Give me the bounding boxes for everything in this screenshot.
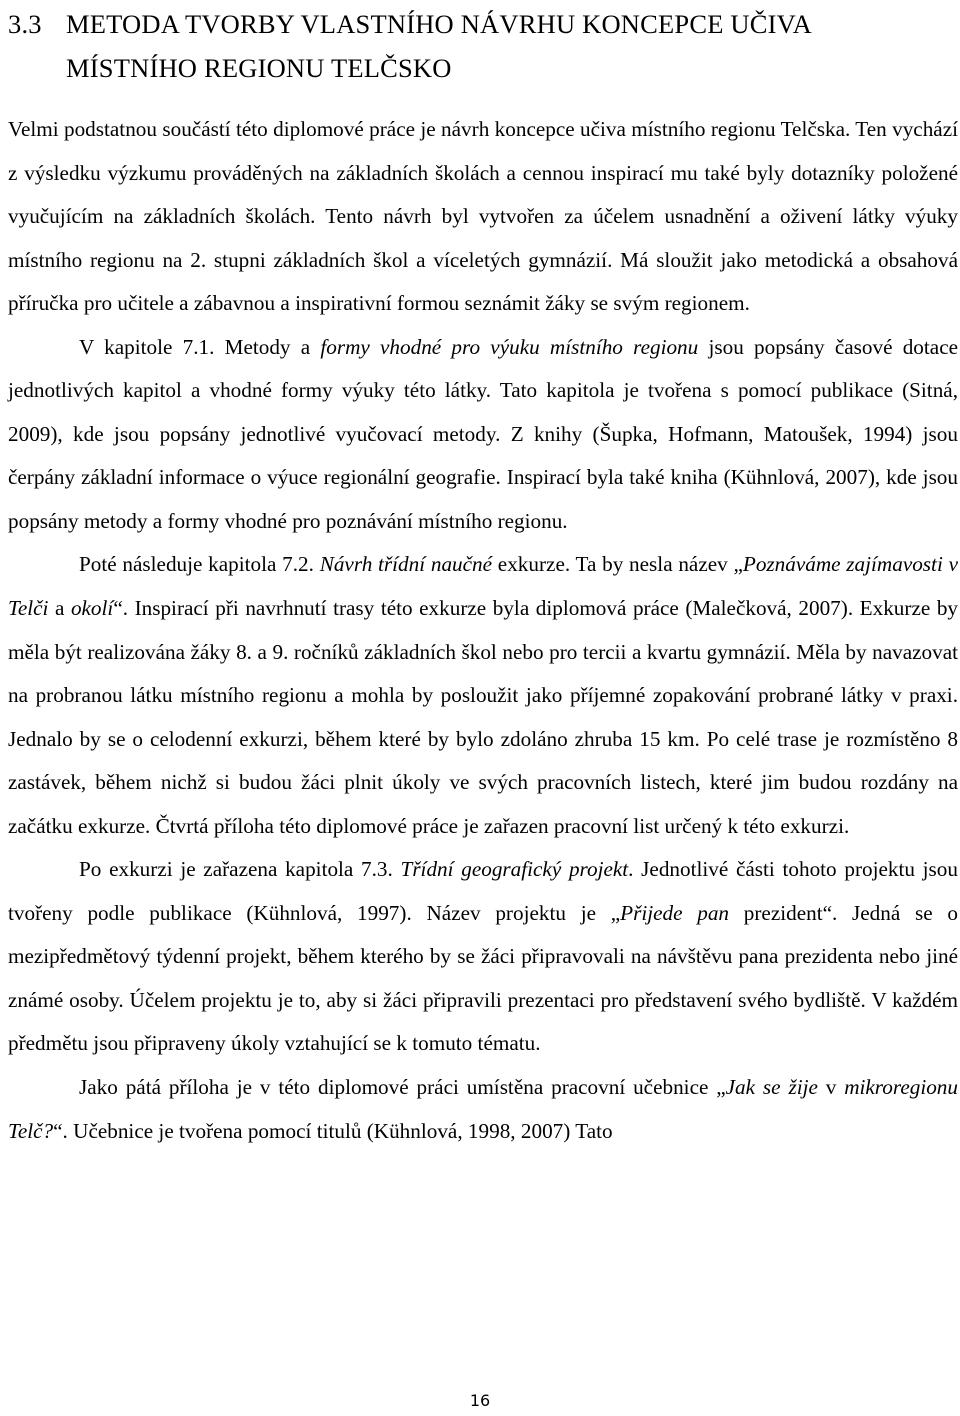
paragraph-chapter-7-2 <box>8 543 958 848</box>
p2-text-a: V kapitole 7.1. Metody a <box>79 334 321 359</box>
p3-text-a: Poté následuje kapitola 7.2. <box>79 552 320 577</box>
page-number: 16 <box>469 1391 491 1410</box>
p2-italic-chapter-title: formy vhodné pro výuku místního regionu <box>320 334 699 359</box>
p5-text-e: “. Učebnice je tvořena pomocí titulů (Kühnlová, 1998, 2007) Tato <box>53 1118 613 1143</box>
p3-text-g: “. Inspirací při navrhnutí trasy této exkurze byla diplomová práce (Malečková, 2007). Exkurze by měla být realizována žáky 8. a 9. ročníků základních škol nebo pro tercii a kvartu gymnázií. Měla by navazovat na probranou látku místního regionu a mohla by posloužit jako příjemné zopakování probrané látky v praxi. Jednalo by se o celodenní exkurzi, během které by bylo zdoláno zhruba 15 km. Po celé trase je rozmístěno 8 zastávek, během nichž si budou žáci plnit úkoly ve svých pracovních listech, které jim budou rozdány na začátku exkurze. Čtvrtá příloha této diplomové práce je zařazen pracovní list určený k této exkurzi. <box>8 596 959 838</box>
paragraph-intro <box>8 108 958 326</box>
paragraph-chapter-7-3 <box>8 848 958 1066</box>
body-text <box>8 108 958 1153</box>
page-footer <box>0 1391 960 1411</box>
p5-italic-jak-se-zije: Jak se žije <box>725 1075 818 1100</box>
p3-italic-chapter-title: Návrh třídní naučné <box>319 552 493 577</box>
section-title-line-1: METODA TVORBY VLASTNÍHO NÁVRHU KONCEPCE UČIVA <box>66 9 812 39</box>
paragraph-chapter-7-1 <box>8 326 958 544</box>
p3-text-c: exkurze. Ta by nesla název „ <box>492 552 743 577</box>
p5-text-a: Jako pátá příloha je v této diplomové práci umístěna pracovní učebnice „ <box>79 1075 726 1100</box>
p3-text-e: a <box>48 596 71 621</box>
p5-text-c: v <box>817 1075 845 1100</box>
p4-text-c: . Jednotlivé části tohoto projektu jsou tvořeny podle publikace (Kühnlová, 1997). Název projektu je „ <box>8 857 958 925</box>
paragraph-appendix-5 <box>8 1066 958 1153</box>
section-title-line-2: MÍSTNÍHO REGIONU TELČSKO <box>66 53 452 83</box>
p2-text-c: jsou popsány časové dotace jednotlivých kapitol a vhodné formy výuky této látky. Tato kapitola je tvořena s pomocí publikace (Sitná, 2009), kde jsou popsány jednotlivé vyučovací metody. Z knihy (Šupka, Hofmann, Matoušek, 1994) jsou čerpány základní informace o výuce regionální geografie. Inspirací byla také kniha (Kühnlová, 2007), kde jsou popsány metody a formy vhodné pro poznávání místního regionu. <box>8 334 958 533</box>
p4-italic-project-name: Přijede pan <box>620 900 730 925</box>
section-heading <box>8 2 958 90</box>
p4-italic-chapter-title: Třídní geografický projekt <box>400 857 629 882</box>
p3-italic-okoli: okolí <box>70 596 114 621</box>
p4-text-e: prezident“. Jedná se o mezipředmětový týdenní projekt, během kterého by se žáci připravovali na návštěvu pana prezidenta nebo jiné známé osoby. Účelem projektu je to, aby si žáci připravili prezentaci pro představení svého bydliště. V každém předmětu jsou připraveny úkoly vztahující se k tomuto tématu. <box>8 900 958 1056</box>
p3-italic-excursion-name: Poznáváme zajímavosti v Telči <box>8 552 958 621</box>
p4-text-a: Po exkurzi je zařazena kapitola 7.3. <box>79 857 401 882</box>
section-number: 3.3 <box>8 9 42 39</box>
paragraph-intro-text: Velmi podstatnou součástí této diplomové práce je návrh koncepce učiva místního regionu Telčska. Ten vychází z výsledku výzkumu prováděných na základních školách a cennou inspirací mu také byly dotazníky položené vyučujícím na základních školách. Tento návrh byl vytvořen za účelem usnadnění a oživení látky výuky místního regionu na 2. stupni základních škol a víceletých gymnázií. Má sloužit jako metodická a obsahová příručka pro učitele a zábavnou a inspirativní formou seznámit žáky se svým regionem. <box>8 117 958 316</box>
p5-italic-workbook-title: mikroregionu Telč? <box>8 1075 958 1143</box>
